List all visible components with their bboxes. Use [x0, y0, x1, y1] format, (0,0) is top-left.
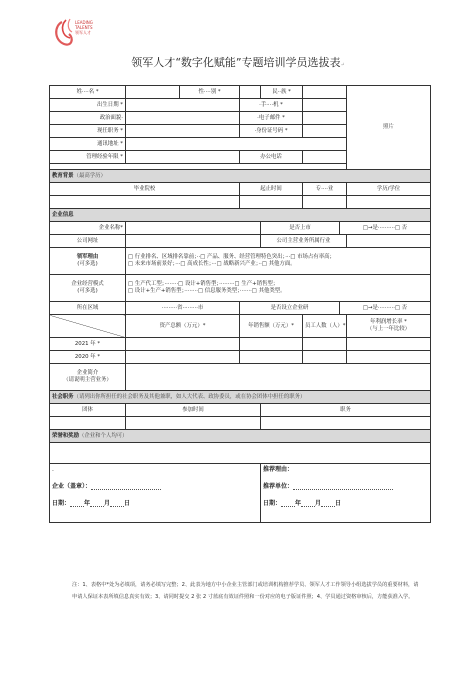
rec-month-blank [301, 500, 315, 507]
edu-degree-field[interactable] [347, 196, 431, 209]
recommend-unit-underline [293, 483, 393, 490]
seal-date-line [52, 500, 258, 507]
education-row [50, 196, 431, 209]
region-label: 所在区域 [50, 302, 126, 315]
profile-label-2: （请说明主营业务） [63, 377, 112, 383]
social-org-field[interactable] [50, 417, 126, 430]
rec-year-blank [281, 500, 295, 507]
profile-label-1: 企业简介 [76, 370, 99, 376]
honors-field[interactable] [50, 443, 431, 464]
education-note: （最高学历） [73, 172, 106, 179]
seal-year-label: 年 [84, 500, 91, 507]
edu-school-field[interactable] [50, 196, 240, 209]
company-section-header: 企业信息 [50, 209, 431, 222]
seal-underline [91, 483, 161, 490]
finance-row-2020 [50, 351, 431, 364]
profile-row [50, 364, 431, 391]
rec-day-label: 日 [335, 500, 342, 507]
social-time-header: 参加时间 [126, 404, 261, 417]
seal-month-label: 月 [104, 500, 111, 507]
gender-label: 性····别 * [180, 86, 240, 99]
company-web-row [50, 235, 431, 248]
position-label: 现任职务 * [50, 125, 126, 138]
reason-label-main: 领军理由 [76, 254, 99, 260]
mobile-field[interactable] [303, 99, 347, 112]
signature-row [50, 464, 431, 523]
hitech-options[interactable]: □→是··········□ 否 [340, 302, 431, 315]
social-time-field[interactable] [126, 417, 261, 430]
website-field[interactable] [126, 235, 261, 248]
seal-day-blank [110, 500, 124, 507]
photo-box[interactable]: 照片 [347, 86, 431, 170]
edu-school-header: 毕业院校 [50, 183, 240, 196]
honors-section-header [50, 430, 431, 443]
edu-period-field[interactable] [240, 196, 303, 209]
footnote: 注：1、表格中*处为必填项，请务必填写完整；2、此表为地方中小企业主管部门或培训机构推荐学员、领军人才工作领导小组选拔学员的重要材料，请申请人保证本表所填信息真实有效；3、请同时提交 2 张 2 寸蓝底有效证件照和一份对应的电子版证件照；4、学员通过资格审核后，方能获准入学。 [72, 582, 419, 600]
year-2020-label: 2020 年 * [50, 351, 126, 364]
edu-major-header: 专····业 [303, 183, 347, 196]
honors-section-row [50, 430, 431, 443]
mode-line-2: □ 设计+生产+销售型；········□ 信息服务类型；·······□ 其他类型。 [128, 288, 286, 294]
name-field[interactable] [126, 86, 180, 99]
mode-options[interactable] [126, 275, 431, 302]
website-label: 公司网址 [50, 235, 126, 248]
company-name-row [50, 222, 431, 235]
industry-field[interactable] [347, 235, 431, 248]
social-title-header: 职务 [261, 404, 431, 417]
finance-row-2021 [50, 338, 431, 351]
return-mark: ↵ [340, 62, 345, 68]
rec-day-blank [321, 500, 335, 507]
fin-staff-header: 员工人数（人）* [303, 315, 347, 338]
assets-2020-field[interactable] [126, 351, 240, 364]
rec-month-label: 月 [315, 500, 322, 507]
social-row [50, 417, 431, 430]
seal-year-blank [70, 500, 84, 507]
staff-2021-field[interactable] [303, 338, 347, 351]
education-section-row [50, 170, 431, 183]
fin-growth-sub: （与上一年比较） [366, 326, 411, 332]
company-seal-cell[interactable] [50, 464, 261, 523]
listed-options[interactable]: □→是··········□ 否 [340, 222, 431, 235]
honors-title: 荣誉和奖励 [52, 432, 79, 439]
sales-2020-field[interactable] [240, 351, 303, 364]
email-field[interactable] [303, 112, 347, 125]
birth-field[interactable] [126, 99, 240, 112]
fin-assets-header: 资产总额（万元）* [126, 315, 240, 338]
edu-period-header: 起止时间 [240, 183, 303, 196]
profile-field[interactable] [126, 364, 431, 391]
seal-top-mark: . [52, 466, 54, 473]
fin-growth-header [347, 315, 431, 338]
application-form-table [49, 85, 431, 523]
growth-2021-field[interactable] [347, 338, 431, 351]
reason-line-1: □ 行业排名、区域排名靠前；··□ 产品、服务、经营管理特色突出；···□ 市场占有率高； [128, 254, 335, 260]
address-label: 通讯地址 * [50, 138, 126, 151]
seal-day-label: 日 [124, 500, 131, 507]
id-number-field[interactable] [303, 125, 347, 138]
hitech-label: 是否设立企业研 [240, 302, 340, 315]
fin-growth-main: 年利润增长率 * [370, 319, 407, 325]
political-label: 政治面貌· [50, 112, 126, 125]
political-field[interactable] [126, 112, 240, 125]
office-phone-label: 办公电话 [240, 151, 303, 164]
seal-line [52, 483, 258, 490]
id-number-label: ·身份证号码 * [240, 125, 303, 138]
education-title: 教育背景 [52, 172, 74, 179]
region-row [50, 302, 431, 315]
ethnicity-field[interactable] [303, 86, 347, 99]
mode-line-1: □ 生产代工型；········□ 设计+销售型；·········□ 生产+销售型； [128, 281, 279, 287]
logo-line2: TALENTS [75, 25, 93, 30]
mgmt-years-field[interactable] [126, 151, 240, 164]
seal-label: 企业（盖章）： [52, 483, 92, 490]
social-title: 社会职务 [52, 393, 74, 400]
address-field[interactable] [126, 138, 347, 151]
company-name-label: 企业名称* [50, 222, 126, 235]
assets-2021-field[interactable] [126, 338, 240, 351]
social-note: （请列出你所担任的社会职务及其他兼职，如人大代表、政协委员，或在协会团体中担任的职务） [73, 393, 306, 400]
year-2021-label: 2021 年 * [50, 338, 126, 351]
page-title [0, 54, 476, 70]
office-phone-field[interactable] [303, 151, 347, 164]
social-section-header [50, 391, 431, 404]
mode-row [50, 275, 431, 302]
mobile-label: ·手····机 * [240, 99, 303, 112]
recommend-date-line [263, 500, 428, 507]
reason-row [50, 248, 431, 275]
mgmt-years-label: 管理经验年限 * [50, 151, 126, 164]
reason-label-sub: (可多选) [77, 261, 98, 267]
recommend-reason-line [263, 466, 428, 473]
sales-2021-field[interactable] [240, 338, 303, 351]
company-section-row [50, 209, 431, 222]
finance-diagonal-cell [50, 315, 126, 338]
social-section-row [50, 391, 431, 404]
position-field[interactable] [126, 125, 240, 138]
name-label: 姓····名 * [50, 86, 126, 99]
mode-label [50, 275, 126, 302]
finance-header-row [50, 315, 431, 338]
industry-label: 公司主营业务所属行业 [261, 235, 347, 248]
listed-label: 是否上市 [261, 222, 340, 235]
social-header-row [50, 404, 431, 417]
honors-note: （企业和个人均可） [78, 432, 128, 439]
mode-label-main: 企业经营模式 [71, 281, 104, 287]
logo-line1: LEADING [75, 20, 93, 25]
row-name [50, 86, 431, 99]
edu-degree-header: 学历/学位 [347, 183, 431, 196]
logo-text [75, 20, 93, 35]
reason-line-2: □ 未来市场前景好；···□ 高成长性；···□ 战略新兴产业；··□ 其他方面。 [128, 261, 296, 267]
social-title-field[interactable] [261, 417, 431, 430]
education-section-header [50, 170, 431, 183]
title-text: 领军人才“数字化赋能”专题培训学员选拔表 [131, 56, 341, 69]
honors-row [50, 443, 431, 464]
recommend-cell[interactable] [261, 464, 431, 523]
rec-year-label: 年 [295, 500, 302, 507]
seal-month-blank [90, 500, 104, 507]
birth-label: 出生日期 * [50, 99, 126, 112]
growth-2020-field[interactable] [347, 351, 431, 364]
seal-date-label: 日期： [52, 500, 71, 507]
region-field[interactable]: ·········省·········市 [126, 302, 240, 315]
company-name-field[interactable] [126, 222, 261, 235]
gender-field[interactable] [240, 86, 261, 99]
ethnicity-label: 民··族 * [261, 86, 303, 99]
social-org-header: 团体 [50, 404, 126, 417]
recommend-unit-label: 推荐单位： [263, 483, 294, 490]
mode-label-sub: (可多选) [77, 288, 98, 294]
reason-options[interactable] [126, 248, 431, 275]
recommend-date-label: 日期： [263, 500, 282, 507]
education-header-row [50, 183, 431, 196]
profile-label [50, 364, 126, 391]
edu-major-field[interactable] [303, 196, 347, 209]
fin-sales-header: 年销售额（万元）* [240, 315, 303, 338]
logo-line3: 领军人才 [75, 30, 91, 35]
email-label: ·电子邮件 * [240, 112, 303, 125]
reason-label [50, 248, 126, 275]
recommend-reason-label: 推荐理由： [263, 466, 294, 473]
staff-2020-field[interactable] [303, 351, 347, 364]
recommend-unit-line [263, 483, 428, 490]
